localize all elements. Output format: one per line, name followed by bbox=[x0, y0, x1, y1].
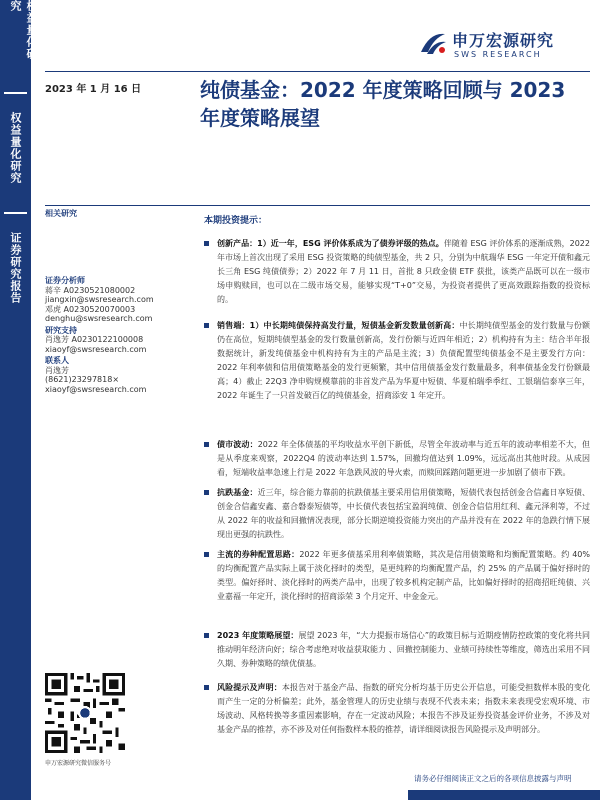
item-body: 近三年，综合能力靠前的抗跌债基主要采用信用债策略，短债代表包括创金合信鑫日享短债、创金合信鑫安鑫、嘉合磐泰短债等，中长债代表包括宝盈润纯债、创金合信信用红利、鑫元泽利等，不过从 2022 年的收益和回撤情况表现，部分长期逆境投资能力突出的产品并没有在 2022 年的急跌行情下展现出更强的抗跌性。 bbox=[217, 488, 591, 539]
item-heading: 风险提示及声明： bbox=[217, 683, 282, 692]
abstract-item-defensive-funds bbox=[204, 486, 590, 542]
sidebar-label-report-type: 证券研究报告 bbox=[9, 232, 22, 304]
item-heading: 主流的券种配置思路： bbox=[217, 550, 300, 559]
abstract-item-volatility bbox=[204, 438, 590, 480]
bullet-icon bbox=[204, 685, 209, 690]
analyst-2-email[interactable]: denghu@swsresearch.com bbox=[45, 314, 153, 323]
footer-disclaimer: 请务必仔细阅读正文之后的各项信息披露与声明 bbox=[414, 774, 572, 783]
item-heading: 创新产品：1）近一年，ESG 评价体系成为了债券评级的热点。 bbox=[217, 239, 444, 248]
bullet-icon bbox=[204, 241, 209, 246]
analyst-1-name: 蒋辛 A0230521080002 bbox=[45, 285, 136, 295]
item-body: 中长期纯债型基金的发行数量与份额仍在高位，短期纯债型基金的发行数量创新高，发行份额与近四年相近；2）机构持有为主：结合半年报数据统计，新发纯债基金中机构持有为主的产品是主流；3）负债配置型纯债基金不是主要发行方向：2022 年利率债和信用债策略基金的发行更频繁，其中信用债基金发行数量最多，利率债基金发行份额最高；4）截止 22Q3 净申购规模靠前的非首发产品为华夏中短债、华夏柏瑞季季红、工银瑞信泰享三年，2022 年诞生了一只首发破百亿的纯债基金，招商添安 1 年定开。 bbox=[217, 321, 590, 400]
item-body: 本报告对于基金产品、指数的研究分析均基于历史公开信息，可能受担数样本股的变化而产生一定的分析偏差；此外，基金管理人的历史业绩与表现不代表未来；指数未来表现受宏观环境、市场波动、风格转换等多重因素影响，存在一定波动风险；本报告不涉及证券投资基金评价业务，不涉及对基金产品的推荐，亦不涉及对任何指数样本股的推荐，请详细阅读报告风险提示及声明部分。 bbox=[217, 683, 590, 734]
section-rule bbox=[45, 205, 590, 206]
sidebar-label-category: 权益量化研究 bbox=[9, 112, 22, 184]
bullet-icon bbox=[204, 442, 209, 447]
bullet-icon bbox=[204, 323, 209, 328]
item-heading: 2023 年度策略展望： bbox=[217, 631, 299, 640]
footer-bar bbox=[408, 790, 600, 800]
support-email[interactable]: xiaoyf@swsresearch.com bbox=[45, 344, 147, 354]
sidebar-divider bbox=[4, 92, 27, 94]
abstract-item-outlook bbox=[204, 629, 590, 671]
sidebar-label-top: 权益量化研究 bbox=[9, 0, 38, 60]
bullet-icon bbox=[204, 633, 209, 638]
related-research-heading: 相关研究 bbox=[45, 209, 77, 218]
sidebar-divider bbox=[4, 212, 27, 214]
bullet-icon bbox=[204, 552, 209, 557]
support-name: 肖逸芳 A0230122100008 bbox=[45, 335, 144, 344]
logo-mark-icon bbox=[418, 30, 448, 56]
abstract-item-allocation bbox=[204, 548, 590, 604]
report-title: 纯债基金：2022 年度策略回顾与 2023 年度策略展望 bbox=[200, 78, 566, 130]
analyst-2-name: 邓虎 A0230520070003 bbox=[45, 304, 136, 314]
logo-name-cn: 申万宏源研究 bbox=[452, 31, 555, 50]
item-body: 伴随着 ESG 评价体系的逐渐成熟，2022 年市场上首次出现了采用 ESG 投资策略的纯债型基金，共 2 只，分别为中航瑞华 ESG 一年定开债和鑫元长三角 ESG 纯债债券；2）2022 年 7 月 11 日，首批 8 只政金债 ETF 获批，该类产品既可以在一级市场申购赎回，也可以在二级市场交易，能够实现“T+0”交易，为投资者提供了更高效跟踪指数的投资标的。 bbox=[217, 239, 591, 304]
support-heading: 研究支持 bbox=[45, 325, 77, 335]
report-date: 2023 年 1 月 16 日 bbox=[45, 84, 142, 95]
bullet-icon bbox=[204, 490, 209, 495]
abstract-item-risk bbox=[204, 681, 590, 737]
header-rule bbox=[45, 71, 590, 72]
analyst-1-email[interactable]: jiangxin@swsresearch.com bbox=[45, 295, 154, 304]
sidebar bbox=[0, 0, 38, 800]
item-body: 展望 2023 年，“大力提振市场信心”的政策目标与近期疫情防控政策的变化将共同推动明年经济向好；综合考虑绝对收益获取能力 、回撤控制能力、业绩可持续性等维度，筛选出采用不同久期、券种策略的绩优债基。 bbox=[217, 631, 590, 668]
item-heading: 销售端：1）中长期纯债保持高发行量，短债基金新发数量创新高： bbox=[217, 321, 460, 330]
qr-caption: 申万宏源研究微信服务号 bbox=[45, 760, 112, 767]
abstract-item-sales bbox=[204, 319, 590, 403]
contact-heading: 联系人 bbox=[45, 356, 69, 365]
contact-email[interactable]: xiaoyf@swsresearch.com bbox=[45, 384, 147, 394]
analysts-heading: 证券分析师 bbox=[45, 276, 85, 285]
qr-code-icon[interactable] bbox=[45, 673, 125, 753]
company-logo bbox=[418, 26, 593, 66]
contact-phone: (8621)23297818× bbox=[45, 375, 120, 384]
item-heading: 债市波动： bbox=[217, 440, 258, 449]
item-body: 2022 年更多债基采用利率债策略，其次是信用债策略和均衡配置策略。约 40% 的均衡配置产品实际上属于淡化择时的类型，是更纯粹的均衡配置产品，约 25% 的产品属于偏好择时的类型。偏好择时、淡化择时的两类产品中，出现了较多机构定制产品，比如偏好择时的招商招旺纯债、兴业嘉福一年定开，淡化择时的招商添荣 3 个月定开、中金金元。 bbox=[217, 550, 590, 601]
logo-name-en: SWS RESEARCH bbox=[454, 50, 542, 59]
abstract-title: 本期投资提示： bbox=[204, 216, 268, 226]
item-body: 2022 年全体债基的平均收益水平创下新低，尽管全年波动率与近五年的波动率相差不大，但是从季度来观察，2022Q4 的波动率达到 1.57%，回撤均值达到 1.09%，远远高出其他时段。从成因看，短端收益率急速上行是 2022 年急跌风波的导火索，而赎回踩踏问题更进一步加剧了债市下跌。 bbox=[217, 440, 591, 477]
analyst-info bbox=[45, 276, 195, 394]
contact-name: 肖逸芳 bbox=[45, 365, 69, 375]
abstract-item-innovation bbox=[204, 237, 590, 307]
item-heading: 抗跌基金： bbox=[217, 488, 258, 497]
